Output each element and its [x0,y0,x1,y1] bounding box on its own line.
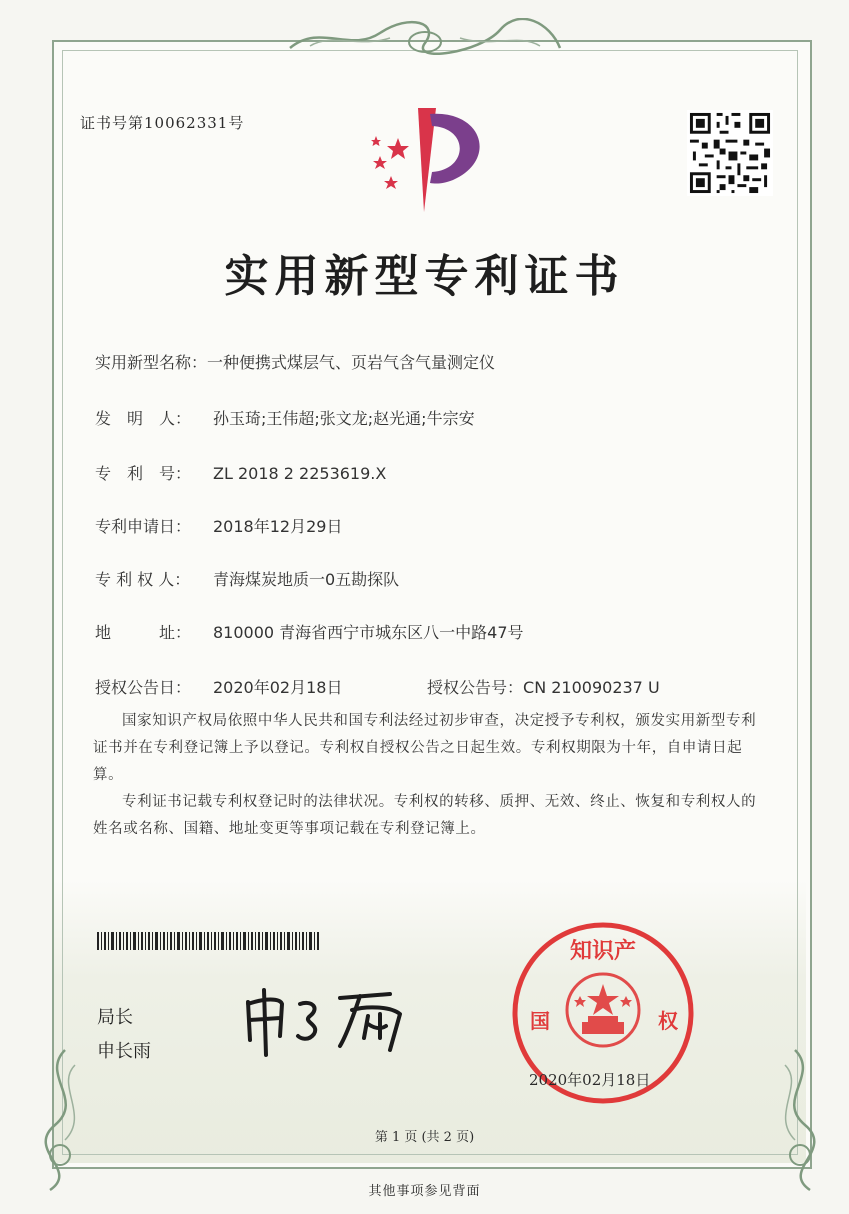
grant-number-label: 授权公告号： [427,678,524,697]
svg-text:国: 国 [530,1009,550,1033]
body-paragraph: 国家知识产权局依照中华人民共和国专利法经过初步审查，决定授予专利权，颁发实用新型专利证书并在专利登记簿上予以登记。专利权自授权公告之日起生效。专利权期限为十年，自申请日起算。 [93,713,757,783]
inventor-value: 孙玉琦;王伟超;张文龙;赵光通;牛宗安 [213,409,475,428]
svg-text:权: 权 [658,1009,678,1033]
patent-number-label: 专 利 号： [95,464,192,483]
grant-number-value: CN 210090237 U [523,678,660,697]
director-title: 局长 [97,1007,133,1028]
handwritten-signature-icon [240,980,430,1060]
address-label: 地 址： [95,623,192,642]
certificate-title: 实用新型专利证书 [224,251,625,302]
application-date-row [95,514,342,537]
page-number: 第 1 页 (共 2 页) [374,1130,475,1145]
address-value: 810000 青海省西宁市城东区八一中路47号 [213,623,524,642]
patent-number-value: ZL 2018 2 2253619.X [213,464,387,483]
certificate-number: 证书号第10062331号 [80,114,245,132]
barcode-icon [97,932,319,950]
body-paragraph: 专利证书记载专利权登记时的法律状况。专利权的转移、质押、无效、终止、恢复和专利权人的姓名或名称、国籍、地址变更等事项记载在专利登记簿上。 [93,794,757,837]
patentee-value: 青海煤炭地质一0五勘探队 [213,570,400,589]
address-row [95,620,524,643]
director-name: 申长雨 [97,1041,151,1062]
seal-date: 2020年02月18日 [529,1071,651,1089]
patentee-row [95,567,399,590]
cnipa-logo-icon [358,100,498,220]
footer-note: 其他事项参见背面 [368,1184,481,1199]
patent-number-row [95,461,386,484]
svg-text:知识产: 知识产 [569,939,637,964]
application-date-value: 2018年12月29日 [213,517,343,536]
grant-date-row [95,675,342,698]
inventor-row [95,406,475,429]
utility-model-name-row [95,350,495,373]
inventor-label: 发 明 人： [95,409,192,428]
utility-model-name-label: 实用新型名称： [95,353,208,372]
top-ornament-icon [280,18,570,58]
utility-model-name-value: 一种便携式煤层气、页岩气含气量测定仪 [207,353,496,372]
grant-date-label: 授权公告日： [95,678,192,697]
qr-code-icon [687,110,773,196]
grant-number-row [427,675,660,698]
grant-date-value: 2020年02月18日 [213,678,343,697]
bottom-right-ornament-icon [760,1045,830,1195]
application-date-label: 专利申请日： [95,517,192,536]
bottom-left-ornament-icon [30,1045,100,1195]
patentee-label: 专 利 权 人： [95,570,191,589]
